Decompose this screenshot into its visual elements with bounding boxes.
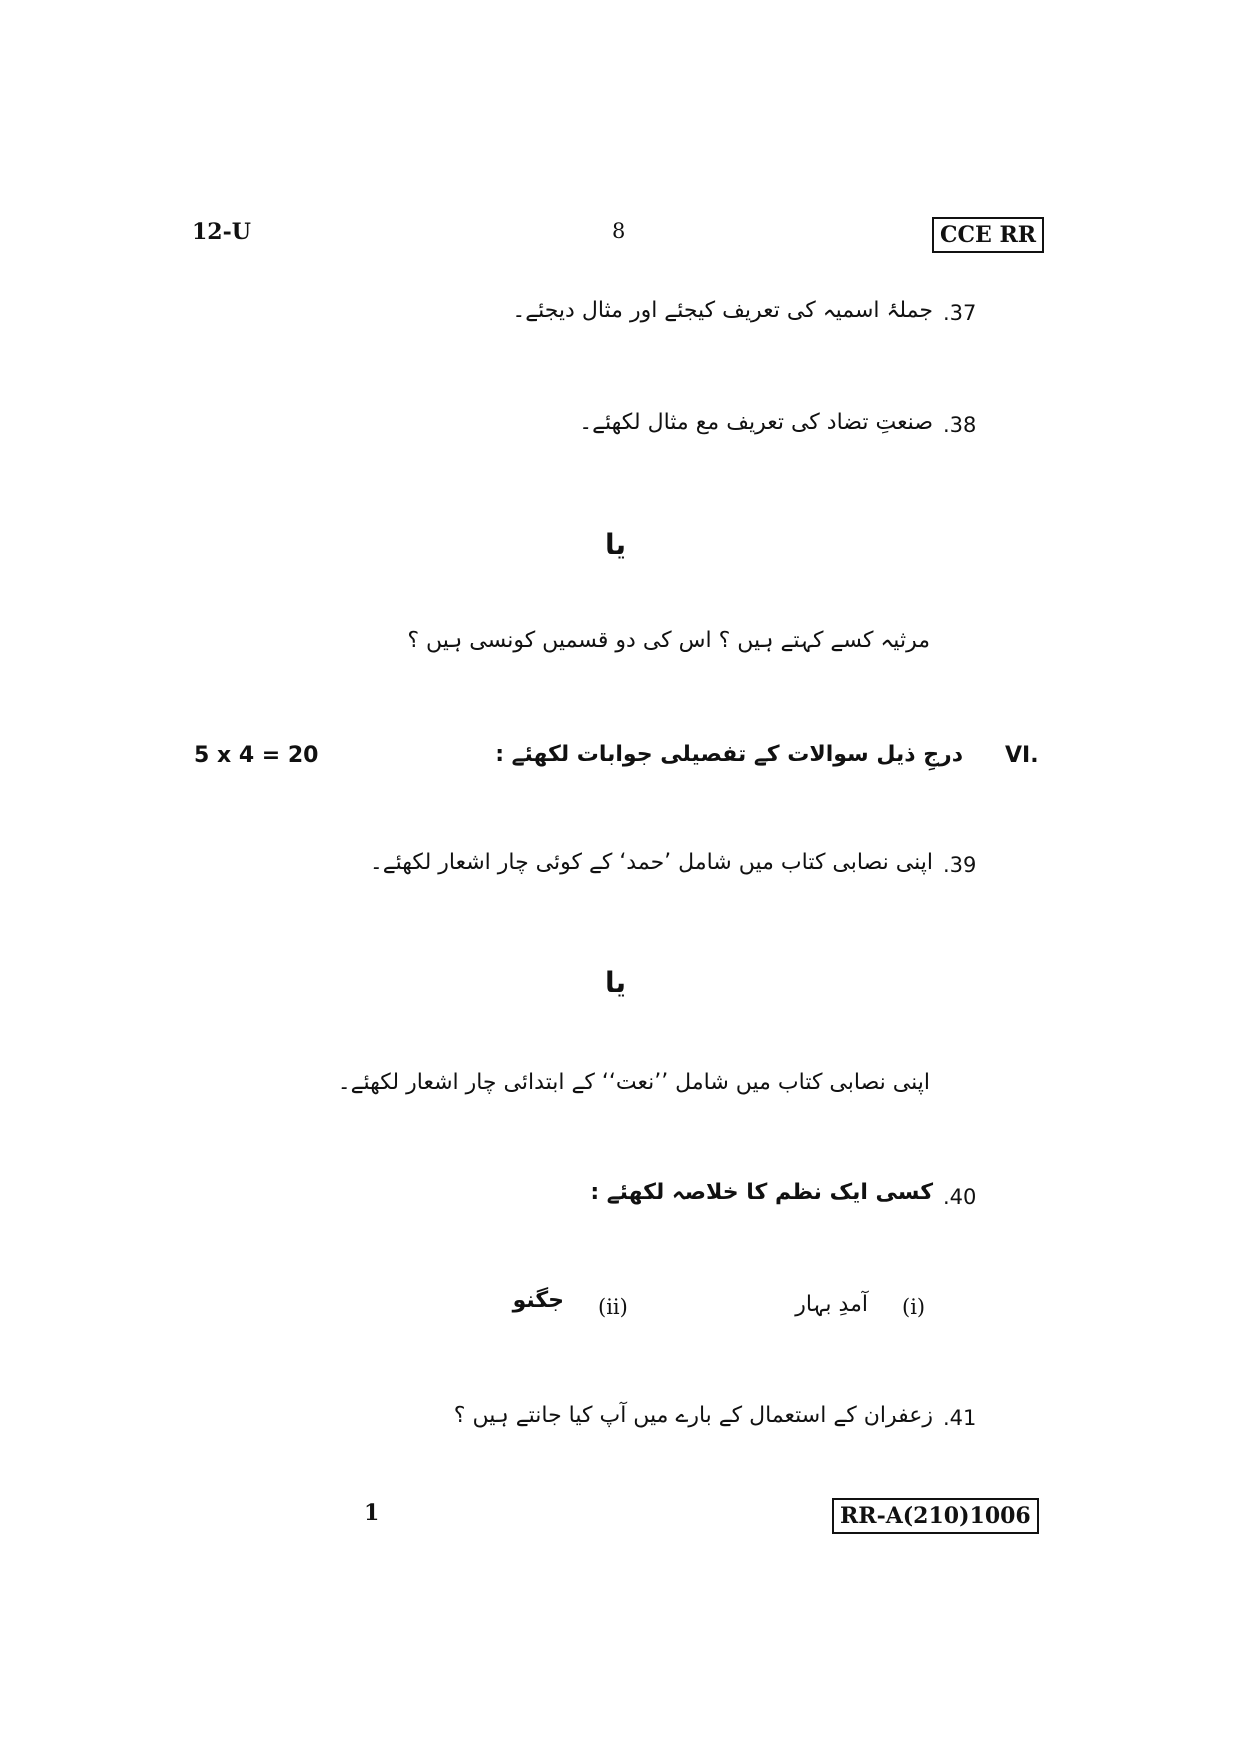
- question-38-number: .38: [943, 413, 977, 437]
- question-37-text: جملۂ اسمیہ کی تعریف کیجئے اور مثال دیجئے۔: [512, 298, 933, 323]
- option-i-label: (i): [902, 1295, 926, 1319]
- question-41-number: .41: [943, 1406, 977, 1430]
- question-39-text: اپنی نصابی کتاب میں شامل ’حمد‘ کے کوئی چار اشعار لکھئے۔: [369, 850, 933, 875]
- option-ii-label: (ii): [598, 1295, 628, 1319]
- section-vi-marks: 5 x 4 = 20: [194, 743, 319, 768]
- question-38-alt-text: مرثیہ کسے کہتے ہیں ؟ اس کی دو قسمیں کونسی ہیں ؟: [407, 628, 930, 653]
- footer-left-number: 1: [364, 1500, 380, 1526]
- section-vi-numeral: VI.: [1005, 743, 1039, 768]
- option-i-text: آمدِ بہار: [795, 1292, 868, 1317]
- or-separator-1: یا: [605, 528, 627, 561]
- question-41-text: زعفران کے استعمال کے بارے میں آپ کیا جانتے ہیں ؟: [453, 1403, 933, 1428]
- question-40-number: .40: [943, 1185, 977, 1209]
- question-37-number: .37: [943, 301, 977, 325]
- question-39-alt-text: اپنی نصابی کتاب میں شامل ’’نعت‘‘ کے ابتدائی چار اشعار لکھئے۔: [337, 1070, 930, 1095]
- section-vi-title: درجِ ذیل سوالات کے تفصیلی جوابات لکھئے :: [495, 742, 963, 767]
- question-40-text: کسی ایک نظم کا خلاصہ لکھئے :: [590, 1180, 933, 1205]
- question-39-number: .39: [943, 853, 977, 877]
- question-38-text: صنعتِ تضاد کی تعریف مع مثال لکھئے۔: [579, 410, 933, 435]
- header-right-code: CCE RR: [932, 217, 1044, 253]
- or-separator-2: یا: [605, 966, 627, 999]
- page-number: 8: [612, 219, 626, 243]
- footer-right-code: RR-A(210)1006: [832, 1498, 1039, 1534]
- option-ii-text: جگنو: [512, 1288, 564, 1313]
- header-left-code: 12-U: [192, 219, 251, 245]
